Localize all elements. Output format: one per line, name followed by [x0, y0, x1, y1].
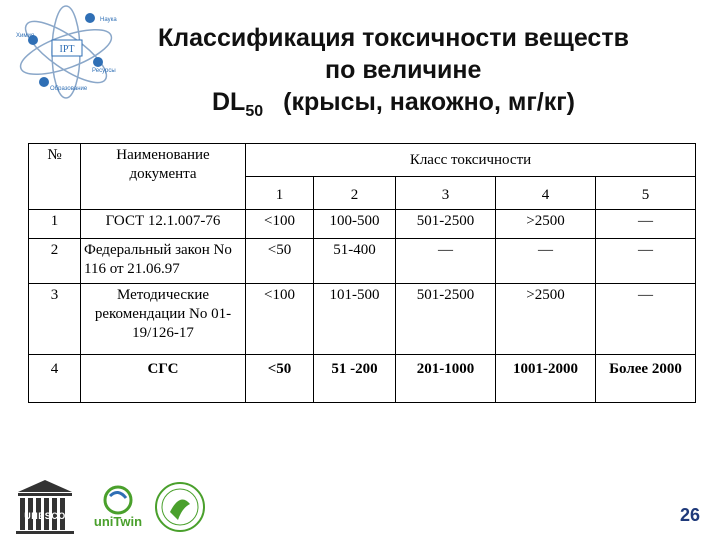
- logo-label-center: IPT: [59, 44, 75, 55]
- row-value: 501-2500: [396, 210, 496, 239]
- toxicity-table: [28, 143, 696, 403]
- unesco-logo-icon: [16, 480, 74, 534]
- page-number: 26: [679, 505, 700, 525]
- header-class-title: Класс токсичности: [246, 144, 696, 177]
- row-value: >2500: [496, 284, 596, 355]
- row-value: >2500: [496, 210, 596, 239]
- row-value: —: [596, 284, 696, 355]
- table-row: [29, 284, 696, 355]
- row-value: 51 -200: [314, 355, 396, 403]
- row-value: <100: [246, 210, 314, 239]
- table-row: [29, 355, 696, 403]
- row-num: 2: [29, 239, 81, 284]
- row-value: 51-400: [314, 239, 396, 284]
- row-value: —: [496, 239, 596, 284]
- unitwin-label: uniTwin: [93, 514, 143, 529]
- row-name: Методические рекомендации No 01-19/126-17: [81, 284, 246, 355]
- row-value: —: [596, 239, 696, 284]
- header-name: Наименование документа: [81, 144, 246, 210]
- title-line-3-rest: (крысы, накожно, мг/кг): [283, 88, 575, 116]
- table-row: [29, 239, 696, 284]
- unesco-label: UNESCO: [24, 511, 66, 521]
- title-line-1: Классификация токсичности веществ: [158, 24, 629, 52]
- logo-label-2: Химия: [16, 33, 35, 39]
- row-value: —: [396, 239, 496, 284]
- row-value: <50: [246, 239, 314, 284]
- row-value: <100: [246, 284, 314, 355]
- logo-label-3: Ресурсы: [92, 68, 116, 74]
- atom-logo: [8, 4, 148, 104]
- row-name: Федеральный закон No 116 от 21.06.97: [81, 239, 246, 284]
- row-name: ГОСТ 12.1.007-76: [81, 210, 246, 239]
- title-line-2: по величине: [325, 56, 482, 84]
- emblem-logo-icon: [156, 483, 204, 531]
- row-value: <50: [246, 355, 314, 403]
- title-dl-sub: 50: [245, 103, 264, 120]
- row-value: Более 2000: [596, 355, 696, 403]
- row-num: 3: [29, 284, 81, 355]
- unitwin-logo-icon: [94, 487, 142, 529]
- row-value: 1001-2000: [496, 355, 596, 403]
- header-class-5: 5: [596, 177, 696, 210]
- title-dl: DL: [212, 88, 246, 116]
- header-class-2: 2: [314, 177, 396, 210]
- row-value: 100-500: [314, 210, 396, 239]
- logo-label-4: Образование: [50, 86, 88, 92]
- logo-label-1: Наука: [100, 17, 117, 23]
- row-value: 101-500: [314, 284, 396, 355]
- row-num: 4: [29, 355, 81, 403]
- header-class-3: 3: [396, 177, 496, 210]
- footer-logos: [10, 478, 230, 538]
- row-value: 201-1000: [396, 355, 496, 403]
- header-num: №: [29, 144, 81, 210]
- title-line-3: [212, 86, 575, 128]
- row-value: 501-2500: [396, 284, 496, 355]
- row-name: СГС: [81, 355, 246, 403]
- header-class-4: 4: [496, 177, 596, 210]
- row-num: 1: [29, 210, 81, 239]
- header-class-1: 1: [246, 177, 314, 210]
- table-row: [29, 210, 696, 239]
- row-value: —: [596, 210, 696, 239]
